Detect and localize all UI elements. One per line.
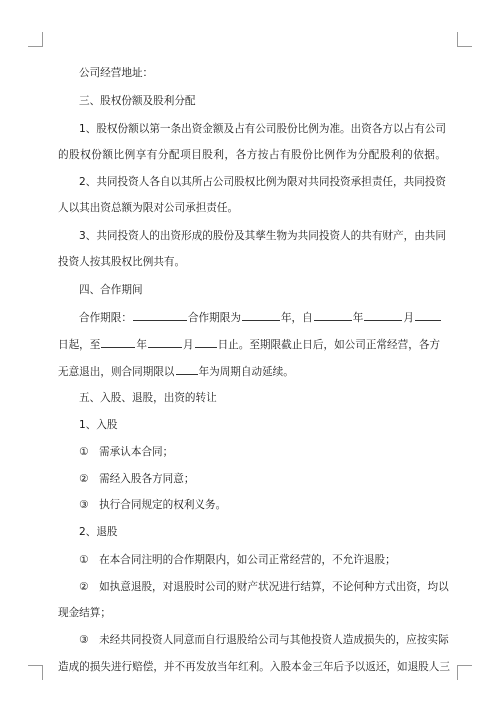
blank-field bbox=[195, 337, 217, 348]
blank-field bbox=[176, 364, 198, 375]
section-heading-term: 四、合作期间 bbox=[79, 284, 143, 296]
blank-field bbox=[101, 337, 135, 348]
paragraph-line: 造成的损失进行赔偿，并不再发放当年红利。入股本金三年后予以返还，如退股人三 bbox=[58, 661, 450, 673]
blank-field bbox=[133, 310, 187, 321]
paragraph-line: 1、股权份额以第一条出资金额及占有公司股份比例为准。出资各方以占有公司 bbox=[79, 123, 446, 135]
list-item: ③ 执行合同规定的权利义务。 bbox=[79, 499, 227, 511]
term-line-3: 无意退出，则合同期限以 年为周期自动延续。 bbox=[58, 366, 294, 378]
list-item: ① 在本合同注明的合作期限内，如公司正常经营的，不允许退股； bbox=[79, 554, 396, 566]
list-item: ① 需承认本合同； bbox=[79, 446, 174, 458]
crop-mark-bottom-right bbox=[457, 665, 472, 680]
paragraph-line: 3、共同投资人的出资形成的股份及其孳生物为共同投资人的共有财产，由共同 bbox=[79, 230, 446, 242]
subheading-withdraw: 2、退股 bbox=[79, 526, 118, 538]
company-address-label: 公司经营地址： bbox=[79, 67, 154, 79]
list-item: ② 如执意退股，对退股时公司的财产状况进行结算，不论何种方式出资，均以 bbox=[79, 581, 449, 593]
paragraph-line: 的股权份额比例享有分配项目股利，各方按占有股份比例作为分配股利的依据。 bbox=[58, 149, 446, 161]
crop-mark-bottom-left bbox=[28, 665, 43, 680]
term-line-1: 合作期限： 合作期限为 年，自 年 月 bbox=[79, 310, 446, 325]
paragraph-line: 2、共同投资人各自以其所占公司股权比例为限对共同投资承担责任，共同投资 bbox=[79, 176, 446, 188]
blank-field bbox=[148, 337, 182, 348]
list-item: ② 需经入股各方同意； bbox=[79, 473, 195, 485]
list-item: ③ 未经共同投资人同意而自行退股给公司与其他投资人造成损失的，应按实际 bbox=[79, 634, 449, 646]
blank-field bbox=[242, 310, 280, 321]
crop-mark-top-right bbox=[457, 32, 472, 47]
blank-field bbox=[314, 310, 352, 321]
subheading-join: 1、入股 bbox=[79, 419, 118, 431]
crop-mark-top-left bbox=[28, 32, 43, 47]
blank-field bbox=[415, 310, 441, 321]
blank-field bbox=[364, 310, 402, 321]
term-line-2: 日起，至 年 月 日止。至期限截止日后，如公司正常经营，各方 bbox=[58, 339, 441, 351]
section-heading-shares: 五、入股、退股，出资的转让 bbox=[79, 392, 217, 404]
section-heading-equity: 三、股权份额及股利分配 bbox=[79, 95, 196, 107]
paragraph-line: 人以其出资总额为限对公司承担责任。 bbox=[58, 202, 239, 214]
paragraph-line: 现金结算； bbox=[58, 607, 111, 619]
paragraph-line: 投资人按其股权比例共有。 bbox=[58, 256, 186, 268]
